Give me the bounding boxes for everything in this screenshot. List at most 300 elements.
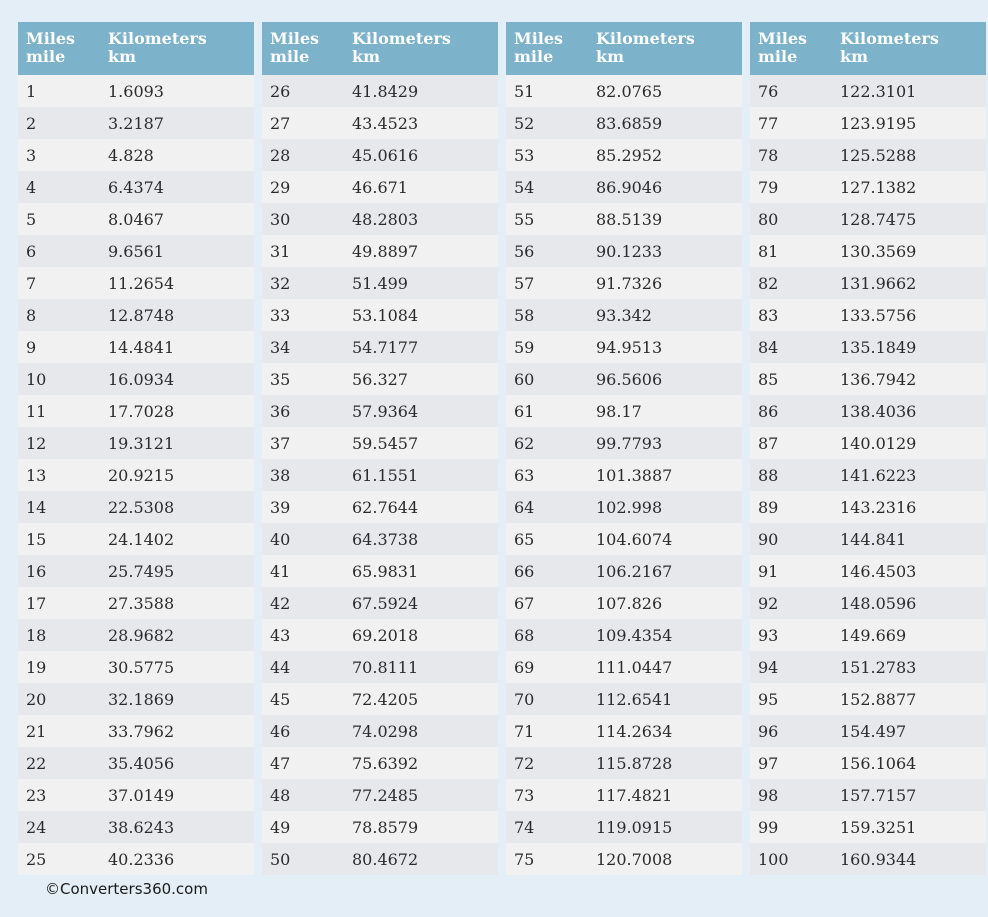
- km-value: 140.0129: [840, 433, 917, 453]
- miles-value: 17: [26, 593, 47, 613]
- km-value: 28.9682: [108, 625, 175, 645]
- miles-value: 34: [270, 337, 291, 357]
- kilometers-header-unit: km: [108, 47, 137, 66]
- km-value: 30.5775: [108, 657, 175, 677]
- table-row: [18, 651, 254, 683]
- miles-value: 43: [270, 625, 291, 645]
- miles-header-unit: mile: [270, 47, 310, 66]
- miles-value: 3: [26, 145, 37, 165]
- miles-header-label: Miles: [514, 29, 564, 48]
- miles-value: 35: [270, 369, 291, 389]
- km-value: 64.3738: [352, 529, 419, 549]
- km-value: 70.8111: [352, 657, 419, 677]
- table-row: [262, 139, 498, 171]
- miles-value: 20: [26, 689, 47, 709]
- miles-header: [758, 30, 840, 66]
- table-row: [18, 715, 254, 747]
- table-row: [506, 843, 742, 875]
- kilometers-header-label: Kilometers: [352, 29, 451, 48]
- km-value: 80.4672: [352, 849, 419, 869]
- table-row: [262, 75, 498, 107]
- km-value: 152.8877: [840, 689, 917, 709]
- km-value: 122.3101: [840, 81, 917, 101]
- table-row: [18, 75, 254, 107]
- table-row: [18, 459, 254, 491]
- km-value: 48.2803: [352, 209, 419, 229]
- km-value: 75.6392: [352, 753, 419, 773]
- miles-value: 71: [514, 721, 535, 741]
- kilometers-header-label: Kilometers: [596, 29, 695, 48]
- km-value: 156.1064: [840, 753, 917, 773]
- km-value: 43.4523: [352, 113, 419, 133]
- km-value: 45.0616: [352, 145, 419, 165]
- miles-value: 78: [758, 145, 779, 165]
- km-value: 27.3588: [108, 593, 175, 613]
- table-row: [262, 779, 498, 811]
- km-value: 4.828: [108, 145, 154, 165]
- table-row: [506, 75, 742, 107]
- table-header: [750, 22, 986, 75]
- km-value: 62.7644: [352, 497, 419, 517]
- table-row: [18, 427, 254, 459]
- table-row: [262, 587, 498, 619]
- copyright-text: ©Converters360.com: [45, 880, 208, 898]
- miles-value: 57: [514, 273, 535, 293]
- miles-value: 86: [758, 401, 779, 421]
- km-value: 144.841: [840, 529, 907, 549]
- table-row: [506, 267, 742, 299]
- km-value: 32.1869: [108, 689, 175, 709]
- table-row: [262, 235, 498, 267]
- kilometers-header: [352, 30, 498, 66]
- table-row: [506, 107, 742, 139]
- miles-value: 12: [26, 433, 47, 453]
- table-row: [750, 171, 986, 203]
- miles-value: 21: [26, 721, 47, 741]
- table-row: [750, 491, 986, 523]
- table-row: [262, 299, 498, 331]
- miles-value: 94: [758, 657, 779, 677]
- miles-value: 40: [270, 529, 291, 549]
- table-row: [18, 395, 254, 427]
- km-value: 86.9046: [596, 177, 663, 197]
- miles-value: 14: [26, 497, 47, 517]
- km-value: 135.1849: [840, 337, 917, 357]
- km-value: 72.4205: [352, 689, 419, 709]
- miles-value: 29: [270, 177, 291, 197]
- miles-value: 18: [26, 625, 47, 645]
- miles-value: 28: [270, 145, 291, 165]
- miles-value: 87: [758, 433, 779, 453]
- miles-value: 46: [270, 721, 291, 741]
- km-value: 130.3569: [840, 241, 917, 261]
- table-row: [506, 363, 742, 395]
- km-value: 61.1551: [352, 465, 419, 485]
- miles-value: 48: [270, 785, 291, 805]
- table-row: [750, 107, 986, 139]
- miles-value: 74: [514, 817, 535, 837]
- miles-header-label: Miles: [758, 29, 808, 48]
- table-row: [750, 459, 986, 491]
- km-value: 33.7962: [108, 721, 175, 741]
- table-row: [262, 683, 498, 715]
- table-row: [750, 811, 986, 843]
- km-value: 53.1084: [352, 305, 419, 325]
- table-body: [750, 75, 986, 875]
- km-value: 85.2952: [596, 145, 663, 165]
- miles-value: 26: [270, 81, 291, 101]
- miles-header: [270, 30, 352, 66]
- table-row: [750, 683, 986, 715]
- table-row: [750, 619, 986, 651]
- table-row: [506, 587, 742, 619]
- table-body: [18, 75, 254, 875]
- km-value: 104.6074: [596, 529, 673, 549]
- table-row: [262, 459, 498, 491]
- km-value: 94.9513: [596, 337, 663, 357]
- miles-value: 66: [514, 561, 535, 581]
- km-value: 120.7008: [596, 849, 673, 869]
- km-value: 6.4374: [108, 177, 164, 197]
- km-value: 115.8728: [596, 753, 673, 773]
- miles-value: 85: [758, 369, 779, 389]
- km-value: 82.0765: [596, 81, 663, 101]
- miles-value: 27: [270, 113, 291, 133]
- km-value: 109.4354: [596, 625, 673, 645]
- miles-value: 62: [514, 433, 535, 453]
- table-row: [506, 235, 742, 267]
- miles-value: 89: [758, 497, 779, 517]
- table-body: [262, 75, 498, 875]
- miles-value: 5: [26, 209, 37, 229]
- table-row: [750, 651, 986, 683]
- miles-value: 19: [26, 657, 47, 677]
- miles-value: 24: [26, 817, 47, 837]
- kilometers-header-unit: km: [596, 47, 625, 66]
- km-value: 101.3887: [596, 465, 673, 485]
- table-row: [750, 427, 986, 459]
- table-row: [750, 555, 986, 587]
- miles-value: 82: [758, 273, 779, 293]
- miles-header-unit: mile: [26, 47, 66, 66]
- km-value: 149.669: [840, 625, 907, 645]
- table-body: [506, 75, 742, 875]
- table-row: [750, 395, 986, 427]
- kilometers-header-label: Kilometers: [108, 29, 207, 48]
- miles-value: 80: [758, 209, 779, 229]
- table-row: [750, 747, 986, 779]
- km-value: 106.2167: [596, 561, 673, 581]
- table-row: [18, 619, 254, 651]
- miles-value: 84: [758, 337, 779, 357]
- miles-value: 11: [26, 401, 47, 421]
- table-row: [18, 587, 254, 619]
- miles-value: 58: [514, 305, 535, 325]
- miles-value: 90: [758, 529, 779, 549]
- km-value: 151.2783: [840, 657, 917, 677]
- table-row: [262, 619, 498, 651]
- miles-value: 44: [270, 657, 291, 677]
- miles-value: 9: [26, 337, 37, 357]
- miles-value: 91: [758, 561, 779, 581]
- kilometers-header: [840, 30, 986, 66]
- table-row: [18, 843, 254, 875]
- km-value: 77.2485: [352, 785, 419, 805]
- miles-value: 10: [26, 369, 47, 389]
- km-value: 69.2018: [352, 625, 419, 645]
- km-value: 138.4036: [840, 401, 917, 421]
- table-row: [18, 779, 254, 811]
- table-row: [18, 555, 254, 587]
- miles-value: 13: [26, 465, 47, 485]
- table-row: [506, 395, 742, 427]
- miles-header-label: Miles: [270, 29, 320, 48]
- km-value: 96.5606: [596, 369, 663, 389]
- miles-value: 77: [758, 113, 779, 133]
- miles-value: 56: [514, 241, 535, 261]
- table-row: [750, 267, 986, 299]
- km-value: 56.327: [352, 369, 408, 389]
- kilometers-header-unit: km: [352, 47, 381, 66]
- miles-value: 22: [26, 753, 47, 773]
- miles-value: 97: [758, 753, 779, 773]
- km-value: 88.5139: [596, 209, 663, 229]
- table-row: [750, 363, 986, 395]
- km-value: 114.2634: [596, 721, 673, 741]
- miles-value: 92: [758, 593, 779, 613]
- miles-value: 39: [270, 497, 291, 517]
- km-value: 37.0149: [108, 785, 175, 805]
- miles-value: 25: [26, 849, 47, 869]
- table-row: [750, 331, 986, 363]
- miles-value: 95: [758, 689, 779, 709]
- table-row: [18, 683, 254, 715]
- miles-value: 8: [26, 305, 37, 325]
- table-row: [18, 107, 254, 139]
- km-value: 67.5924: [352, 593, 419, 613]
- km-value: 111.0447: [596, 657, 673, 677]
- miles-value: 7: [26, 273, 37, 293]
- km-value: 8.0467: [108, 209, 164, 229]
- km-value: 12.8748: [108, 305, 175, 325]
- conversion-table: [750, 22, 986, 875]
- km-value: 136.7942: [840, 369, 917, 389]
- miles-value: 30: [270, 209, 291, 229]
- miles-value: 55: [514, 209, 535, 229]
- table-row: [506, 523, 742, 555]
- km-value: 112.6541: [596, 689, 673, 709]
- miles-value: 15: [26, 529, 47, 549]
- miles-value: 45: [270, 689, 291, 709]
- table-row: [18, 491, 254, 523]
- km-value: 91.7326: [596, 273, 663, 293]
- miles-value: 16: [26, 561, 47, 581]
- table-row: [262, 811, 498, 843]
- miles-value: 36: [270, 401, 291, 421]
- km-value: 20.9215: [108, 465, 175, 485]
- miles-value: 59: [514, 337, 535, 357]
- km-value: 35.4056: [108, 753, 175, 773]
- table-row: [262, 715, 498, 747]
- km-value: 83.6859: [596, 113, 663, 133]
- km-value: 128.7475: [840, 209, 917, 229]
- table-row: [750, 779, 986, 811]
- km-value: 93.342: [596, 305, 652, 325]
- km-value: 38.6243: [108, 817, 175, 837]
- miles-value: 6: [26, 241, 37, 261]
- table-row: [506, 299, 742, 331]
- miles-header-label: Miles: [26, 29, 76, 48]
- miles-value: 88: [758, 465, 779, 485]
- miles-value: 68: [514, 625, 535, 645]
- km-value: 131.9662: [840, 273, 917, 293]
- table-row: [750, 843, 986, 875]
- miles-value: 52: [514, 113, 535, 133]
- km-value: 51.499: [352, 273, 408, 293]
- km-value: 1.6093: [108, 81, 164, 101]
- table-row: [18, 811, 254, 843]
- copyright-footer: [45, 880, 988, 898]
- miles-header: [26, 30, 108, 66]
- miles-value: 54: [514, 177, 535, 197]
- table-row: [506, 555, 742, 587]
- table-row: [18, 235, 254, 267]
- table-header: [506, 22, 742, 75]
- table-row: [262, 203, 498, 235]
- miles-value: 50: [270, 849, 291, 869]
- miles-value: 42: [270, 593, 291, 613]
- miles-value: 73: [514, 785, 535, 805]
- km-value: 16.0934: [108, 369, 175, 389]
- miles-value: 32: [270, 273, 291, 293]
- km-value: 127.1382: [840, 177, 917, 197]
- miles-header-unit: mile: [758, 47, 798, 66]
- miles-value: 69: [514, 657, 535, 677]
- miles-value: 31: [270, 241, 291, 261]
- miles-value: 100: [758, 849, 789, 869]
- table-row: [750, 523, 986, 555]
- miles-value: 76: [758, 81, 779, 101]
- kilometers-header-label: Kilometers: [840, 29, 939, 48]
- table-row: [262, 843, 498, 875]
- miles-value: 53: [514, 145, 535, 165]
- km-value: 146.4503: [840, 561, 917, 581]
- km-value: 54.7177: [352, 337, 419, 357]
- table-row: [262, 555, 498, 587]
- miles-value: 64: [514, 497, 535, 517]
- km-value: 3.2187: [108, 113, 164, 133]
- km-value: 117.4821: [596, 785, 673, 805]
- table-row: [262, 331, 498, 363]
- table-row: [506, 811, 742, 843]
- km-value: 46.671: [352, 177, 408, 197]
- conversion-table: [506, 22, 742, 875]
- miles-value: 99: [758, 817, 779, 837]
- table-header: [262, 22, 498, 75]
- table-row: [506, 459, 742, 491]
- km-value: 57.9364: [352, 401, 419, 421]
- miles-value: 33: [270, 305, 291, 325]
- table-row: [506, 651, 742, 683]
- miles-value: 23: [26, 785, 47, 805]
- km-value: 14.4841: [108, 337, 175, 357]
- miles-value: 70: [514, 689, 535, 709]
- miles-value: 75: [514, 849, 535, 869]
- table-row: [506, 683, 742, 715]
- km-value: 148.0596: [840, 593, 917, 613]
- table-row: [18, 139, 254, 171]
- miles-value: 72: [514, 753, 535, 773]
- table-row: [506, 715, 742, 747]
- miles-value: 67: [514, 593, 535, 613]
- miles-value: 60: [514, 369, 535, 389]
- miles-value: 79: [758, 177, 779, 197]
- km-value: 90.1233: [596, 241, 663, 261]
- km-value: 25.7495: [108, 561, 175, 581]
- km-value: 19.3121: [108, 433, 175, 453]
- table-row: [262, 107, 498, 139]
- km-value: 49.8897: [352, 241, 419, 261]
- conversion-table: [262, 22, 498, 875]
- km-value: 102.998: [596, 497, 663, 517]
- table-row: [506, 491, 742, 523]
- table-row: [262, 747, 498, 779]
- table-row: [18, 747, 254, 779]
- kilometers-header-unit: km: [840, 47, 869, 66]
- conversion-table: [18, 22, 254, 875]
- table-row: [750, 299, 986, 331]
- km-value: 24.1402: [108, 529, 175, 549]
- table-row: [506, 331, 742, 363]
- table-row: [750, 715, 986, 747]
- table-row: [262, 171, 498, 203]
- table-row: [750, 203, 986, 235]
- table-row: [262, 523, 498, 555]
- table-row: [262, 395, 498, 427]
- km-value: 160.9344: [840, 849, 917, 869]
- miles-value: 41: [270, 561, 291, 581]
- km-value: 99.7793: [596, 433, 663, 453]
- table-row: [750, 235, 986, 267]
- miles-value: 51: [514, 81, 535, 101]
- km-value: 133.5756: [840, 305, 917, 325]
- km-value: 78.8579: [352, 817, 419, 837]
- miles-value: 2: [26, 113, 37, 133]
- table-row: [262, 491, 498, 523]
- table-row: [750, 75, 986, 107]
- table-row: [18, 203, 254, 235]
- km-value: 119.0915: [596, 817, 673, 837]
- table-row: [262, 651, 498, 683]
- table-row: [18, 331, 254, 363]
- table-row: [750, 139, 986, 171]
- table-row: [262, 427, 498, 459]
- kilometers-header: [108, 30, 254, 66]
- miles-value: 98: [758, 785, 779, 805]
- table-row: [506, 747, 742, 779]
- table-row: [18, 267, 254, 299]
- table-row: [18, 299, 254, 331]
- km-value: 141.6223: [840, 465, 917, 485]
- miles-value: 61: [514, 401, 535, 421]
- kilometers-header: [596, 30, 742, 66]
- km-value: 159.3251: [840, 817, 917, 837]
- table-header: [18, 22, 254, 75]
- km-value: 59.5457: [352, 433, 419, 453]
- km-value: 65.9831: [352, 561, 419, 581]
- km-value: 40.2336: [108, 849, 175, 869]
- miles-value: 81: [758, 241, 779, 261]
